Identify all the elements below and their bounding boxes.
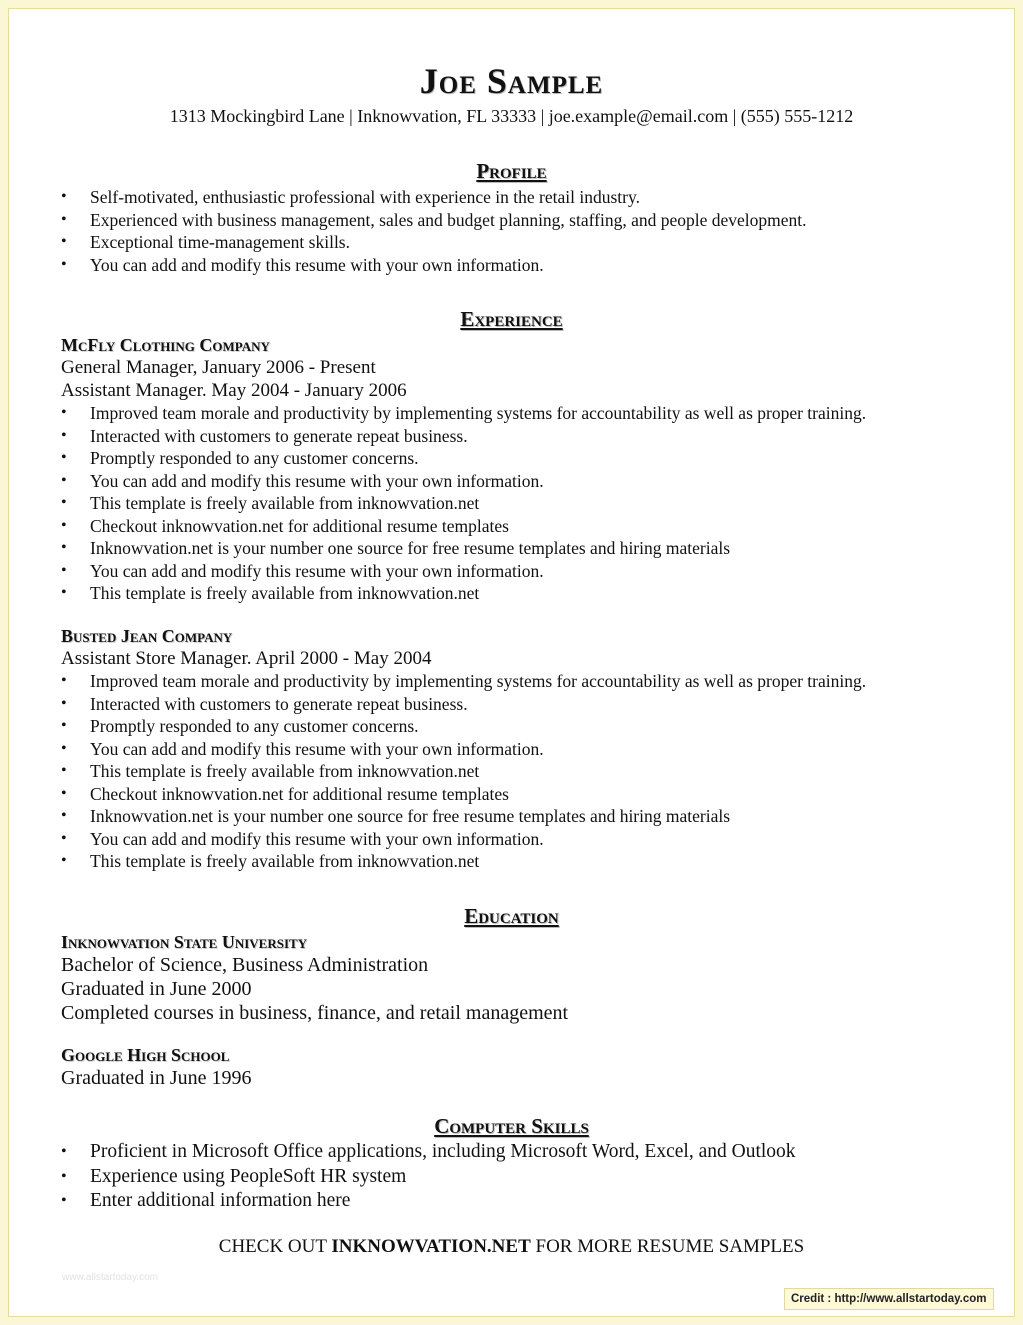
candidate-name: Joe Sample [419, 61, 604, 101]
list-item: • This template is freely available from inknowvation.net [61, 582, 961, 605]
list-item: • Proficient in Microsoft Office applications, including Microsoft Word, Excel, and Outlook [61, 1140, 961, 1165]
list-item: • You can add and modify this resume with your own information. [61, 560, 961, 583]
credit-badge: Credit : http://www.allstartoday.com [784, 1288, 994, 1310]
list-item: • This template is freely available from inknowvation.net [61, 850, 961, 873]
job-duties-list [61, 670, 961, 873]
school-name: Inknowvation State University [61, 932, 308, 952]
job-role: Assistant Manager. May 2004 - January 2006 [61, 380, 407, 401]
list-item: • Interacted with customers to generate repeat business. [61, 425, 961, 448]
list-item: • Enter additional information here [61, 1189, 961, 1214]
footer-prefix: CHECK OUT [218, 1236, 332, 1257]
skills-list [61, 1140, 961, 1214]
list-item: • Promptly responded to any customer concerns. [61, 715, 961, 738]
profile-heading: Profile [476, 159, 547, 183]
list-item: • Checkout inknowvation.net for additional resume templates [61, 515, 961, 538]
job-mcfly [61, 334, 961, 605]
list-item: • Inknowvation.net is your number one source for free resume templates and hiring materials [61, 537, 961, 560]
list-item: • You can add and modify this resume with your own information. [61, 470, 961, 493]
skills-section [61, 1140, 961, 1214]
education-line: Completed courses in business, finance, and retail management [61, 1002, 569, 1024]
skills-heading: Computer Skills [434, 1114, 589, 1138]
list-item: • Experienced with business management, sales and budget planning, staffing, and people development. [61, 209, 961, 232]
list-item: • You can add and modify this resume with your own information. [61, 828, 961, 851]
profile-list [61, 186, 961, 276]
school-university [61, 931, 961, 1025]
list-item: • Inknowvation.net is your number one source for free resume templates and hiring materials [61, 805, 961, 828]
list-item: • This template is freely available from inknowvation.net [61, 760, 961, 783]
list-item: • Exceptional time-management skills. [61, 231, 961, 254]
list-item: • Improved team morale and productivity by implementing systems for accountability as well as proper training. [61, 402, 961, 425]
job-duties-list [61, 402, 961, 605]
education-heading: Education [464, 904, 559, 928]
contact-line: 1313 Mockingbird Lane | Inknowvation, FL 33333 | joe.example@email.com | (555) 555-1212 [169, 106, 854, 126]
education-line: Graduated in June 1996 [61, 1067, 252, 1089]
footer-link[interactable]: INKNOWVATION.NET [331, 1236, 531, 1257]
education-line: Graduated in June 2000 [61, 978, 252, 1000]
experience-heading: Experience [460, 307, 563, 331]
job-role: General Manager, January 2006 - Present [61, 357, 376, 378]
list-item: • You can add and modify this resume with your own information. [61, 254, 961, 277]
list-item: • Experience using PeopleSoft HR system [61, 1165, 961, 1190]
school-name: Google High School [61, 1045, 230, 1065]
profile-section [61, 186, 961, 276]
footer-suffix: FOR MORE RESUME SAMPLES [530, 1236, 805, 1257]
list-item: • Improved team morale and productivity by implementing systems for accountability as well as proper training. [61, 670, 961, 693]
list-item: • Checkout inknowvation.net for additional resume templates [61, 783, 961, 806]
list-item: • Self-motivated, enthusiastic professional with experience in the retail industry. [61, 186, 961, 209]
company-name: McFly Clothing Company [61, 335, 270, 355]
school-high-school [61, 1044, 961, 1090]
watermark: www.allstartoday.com [62, 1272, 158, 1283]
job-role: Assistant Store Manager. April 2000 - May 2004 [61, 648, 432, 669]
list-item: • Interacted with customers to generate repeat business. [61, 693, 961, 716]
list-item: • Promptly responded to any customer concerns. [61, 447, 961, 470]
footer-note [0, 1236, 1023, 1258]
list-item: • You can add and modify this resume with your own information. [61, 738, 961, 761]
education-line: Bachelor of Science, Business Administration [61, 954, 429, 976]
company-name: Busted Jean Company [61, 626, 233, 646]
list-item: • This template is freely available from inknowvation.net [61, 492, 961, 515]
job-busted-jean [61, 625, 961, 873]
